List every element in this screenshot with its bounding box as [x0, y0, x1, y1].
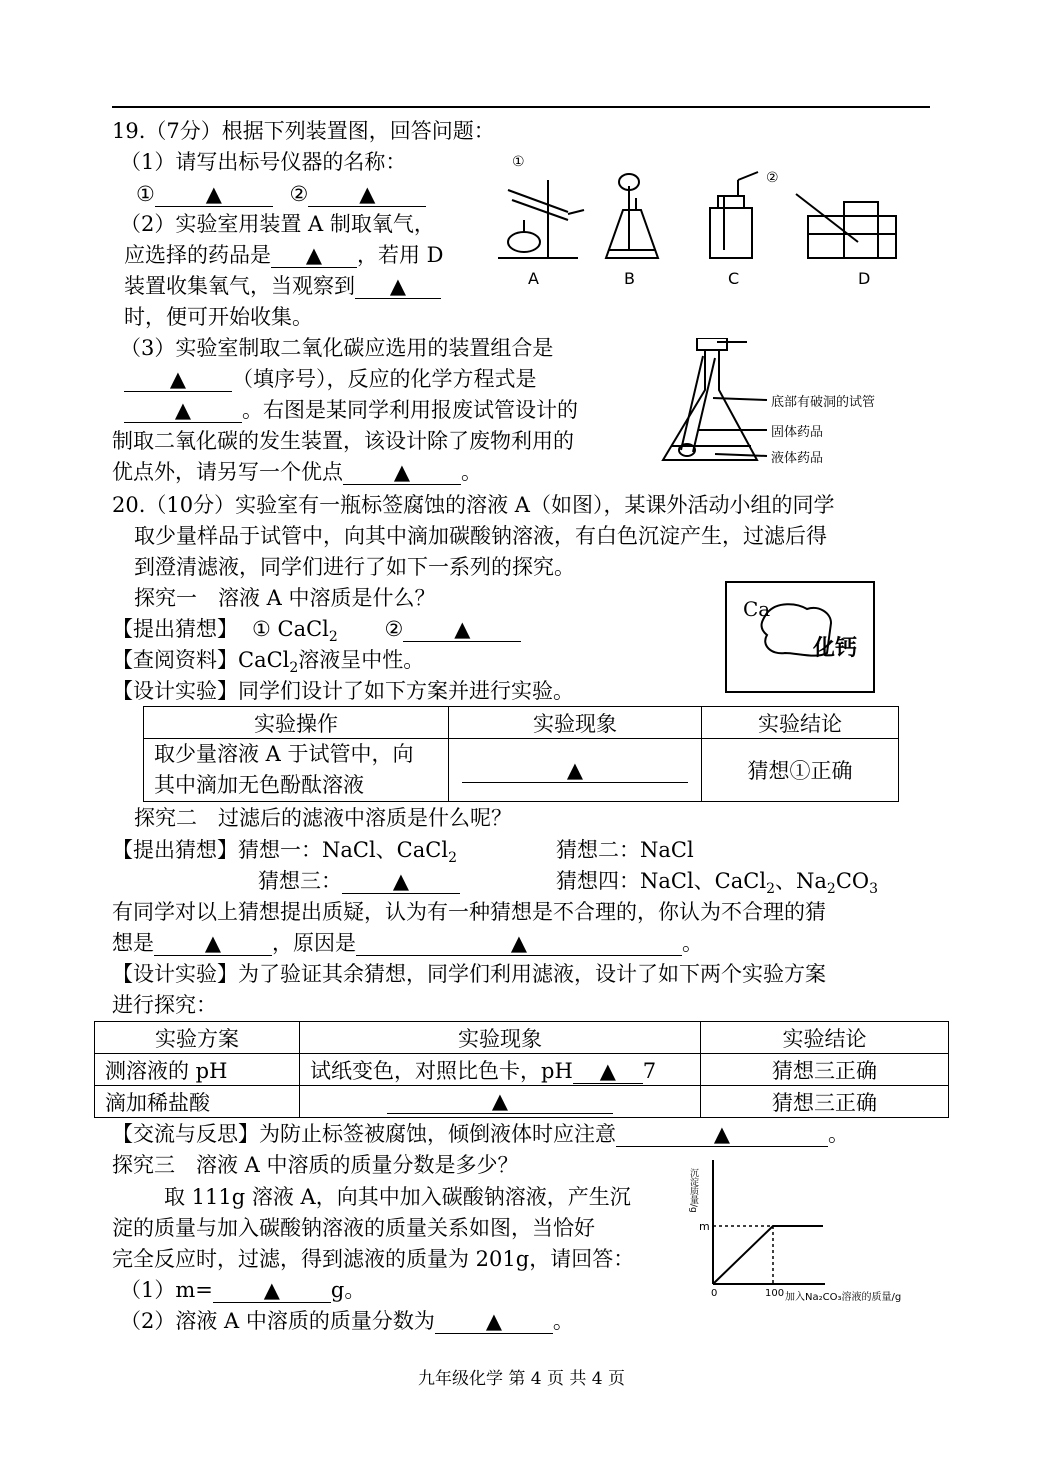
reflect-line: 【交流与反思】为防止标签被腐蚀，倾倒液体时应注意 ▲ 。: [112, 1122, 849, 1146]
explore3-p3: 完全反应时，过滤，得到滤液的质量为 201g，请回答：: [112, 1247, 635, 1271]
label-C: C: [728, 269, 740, 288]
answer-blank[interactable]: ▲: [124, 367, 232, 392]
q19-part2e: 时，便可开始收集。: [124, 305, 313, 329]
answer-blank[interactable]: ▲: [435, 1309, 553, 1334]
y-axis-label: 沉淀质量/g: [688, 1168, 698, 1213]
answer-blank[interactable]: ▲: [342, 869, 460, 894]
answer-blank[interactable]: ▲: [124, 398, 242, 423]
answer-blank[interactable]: ▲: [155, 182, 273, 207]
q19-part2d: 装置收集氧气，当观察到 ▲: [124, 272, 441, 300]
info-line: 【查阅资料】CaCl$_2$溶液呈中性。: [112, 648, 425, 677]
label-1: ①: [512, 154, 525, 170]
q20-line3: 到澄清滤液，同学们进行了如下一系列的探究。: [134, 555, 575, 579]
guess2-four: 猜想四：NaCl、CaCl$_2$、$Na_2CO_3$: [556, 869, 879, 898]
origin-label: 0: [711, 1288, 718, 1299]
q19-part3d: 制取二氧化碳的发生装置，该设计除了废物利用的: [112, 429, 574, 453]
explore3-p1: 取 111g 溶液 A，向其中加入碳酸钠溶液，产生沉: [164, 1185, 631, 1209]
explore2-title: 探究二 过滤后的滤液中溶质是什么呢？: [134, 806, 512, 830]
q19-part2b: 应选择的药品是 ▲ ，若用 D: [124, 243, 444, 267]
answer-blank[interactable]: ▲: [616, 1122, 828, 1147]
answer-percent-line: （2）溶液 A 中溶质的质量分数为 ▲ 。: [120, 1309, 574, 1333]
explore3-p2: 淀的质量与加入碳酸钠溶液的质量关系如图，当恰好: [112, 1216, 595, 1240]
explore1-title: 探究一 溶液 A 中溶质是什么？: [134, 586, 436, 610]
apparatus-figure: [488, 150, 908, 290]
guess-line: 【提出猜想】 ① CaCl$_2$ ② ▲: [112, 615, 521, 651]
experiment-table-2: 实验方案 实验现象 实验结论 测溶液的 pH 试纸变色，对照比色卡，pH ▲ 7 猜想三正确 滴加稀盐酸 ▲ 猜想三正确: [94, 1021, 949, 1118]
q19-part3b: ▲ （填序号），反应的化学方程式是: [124, 365, 537, 393]
precipitate-graph: [685, 1158, 925, 1308]
co2-generator-figure: [655, 338, 915, 470]
m-label: m: [699, 1220, 710, 1233]
label-D: D: [858, 269, 871, 288]
design2-line1: 【设计实验】为了验证其余猜想，同学们利用滤液，设计了如下两个实验方案: [112, 962, 826, 986]
answer-blank[interactable]: ▲: [355, 274, 441, 299]
x-axis-label: 加入Na₂CO₃溶液的质量/g: [785, 1292, 902, 1303]
experiment-table-1: 实验操作 实验现象 实验结论 取少量溶液 A 于试管中，向 其中滴加无色酚酞溶液 ▲ 猜想①正确: [143, 706, 899, 802]
label-broken-tube: 底部有破洞的试管: [771, 395, 876, 410]
label-ca: Ca: [743, 597, 771, 621]
answer-blank[interactable]: ▲: [154, 931, 272, 956]
q19-part3a: （3）实验室制取二氧化碳应选用的装置组合是: [120, 336, 554, 360]
precipitate-line: [713, 1226, 823, 1284]
design2-line2: 进行探究：: [112, 993, 217, 1017]
answer-blank[interactable]: ▲: [387, 1089, 613, 1114]
label-A: A: [528, 269, 539, 288]
answer-blank[interactable]: ▲: [343, 460, 461, 485]
answer-blank[interactable]: ▲: [462, 758, 688, 783]
top-rule: [112, 106, 930, 108]
doubt-line1: 有同学对以上猜想提出质疑，认为有一种猜想是不合理的，你认为不合理的猜: [112, 900, 826, 924]
guess2-three: 猜想三： ▲: [258, 867, 460, 895]
q19-part3c: ▲ 。右图是某同学利用报废试管设计的: [124, 396, 578, 424]
answer-blank[interactable]: ▲: [271, 243, 357, 268]
q20-line1: 20.（10分）实验室有一瓶标签腐蚀的溶液 A（如图），某课外活动小组的同学: [112, 493, 835, 517]
q19-part1: （1）请写出标号仪器的名称：: [120, 150, 407, 174]
answer-m-line: （1）m= ▲ g。: [120, 1278, 366, 1302]
doubt-line2: 想是 ▲ ，原因是 ▲ 。: [112, 931, 703, 955]
answer-blank[interactable]: ▲: [573, 1059, 643, 1084]
label-rest: 化钙: [813, 636, 858, 661]
design1-line: 【设计实验】同学们设计了如下方案并进行实验。: [112, 679, 574, 703]
q19-part3e: 优点外，请另写一个优点 ▲ 。: [112, 460, 482, 484]
answer-blank[interactable]: ▲: [213, 1278, 331, 1303]
label-2: ②: [766, 170, 779, 186]
q19-part2a: （2）实验室用装置 A 制取氧气，: [120, 212, 435, 236]
corroded-label: [725, 581, 875, 693]
label-solid: 固体药品: [771, 425, 824, 440]
answer-blank[interactable]: ▲: [308, 182, 426, 207]
page-footer: 九年级化学 第 4 页 共 4 页: [417, 1369, 626, 1389]
answer-blank[interactable]: ▲: [356, 931, 682, 956]
guess2-two: 猜想二：NaCl: [556, 838, 694, 862]
x-tick-100: 100: [765, 1288, 785, 1299]
label-B: B: [624, 269, 635, 288]
guess2-line1: 【提出猜想】猜想一：NaCl、CaCl$_2$: [112, 838, 457, 867]
q19-title: 19.（7分）根据下列装置图，回答问题：: [112, 119, 495, 143]
explore3-title: 探究三 溶液 A 中溶质的质量分数是多少？: [112, 1153, 519, 1177]
label-liquid: 液体药品: [771, 451, 824, 466]
q20-line2: 取少量样品于试管中，向其中滴加碳酸钠溶液，有白色沉淀产生，过滤后得: [134, 524, 827, 548]
answer-blank[interactable]: ▲: [403, 617, 521, 642]
q19-blanks-1-2: ① ▲ ② ▲: [136, 180, 426, 208]
